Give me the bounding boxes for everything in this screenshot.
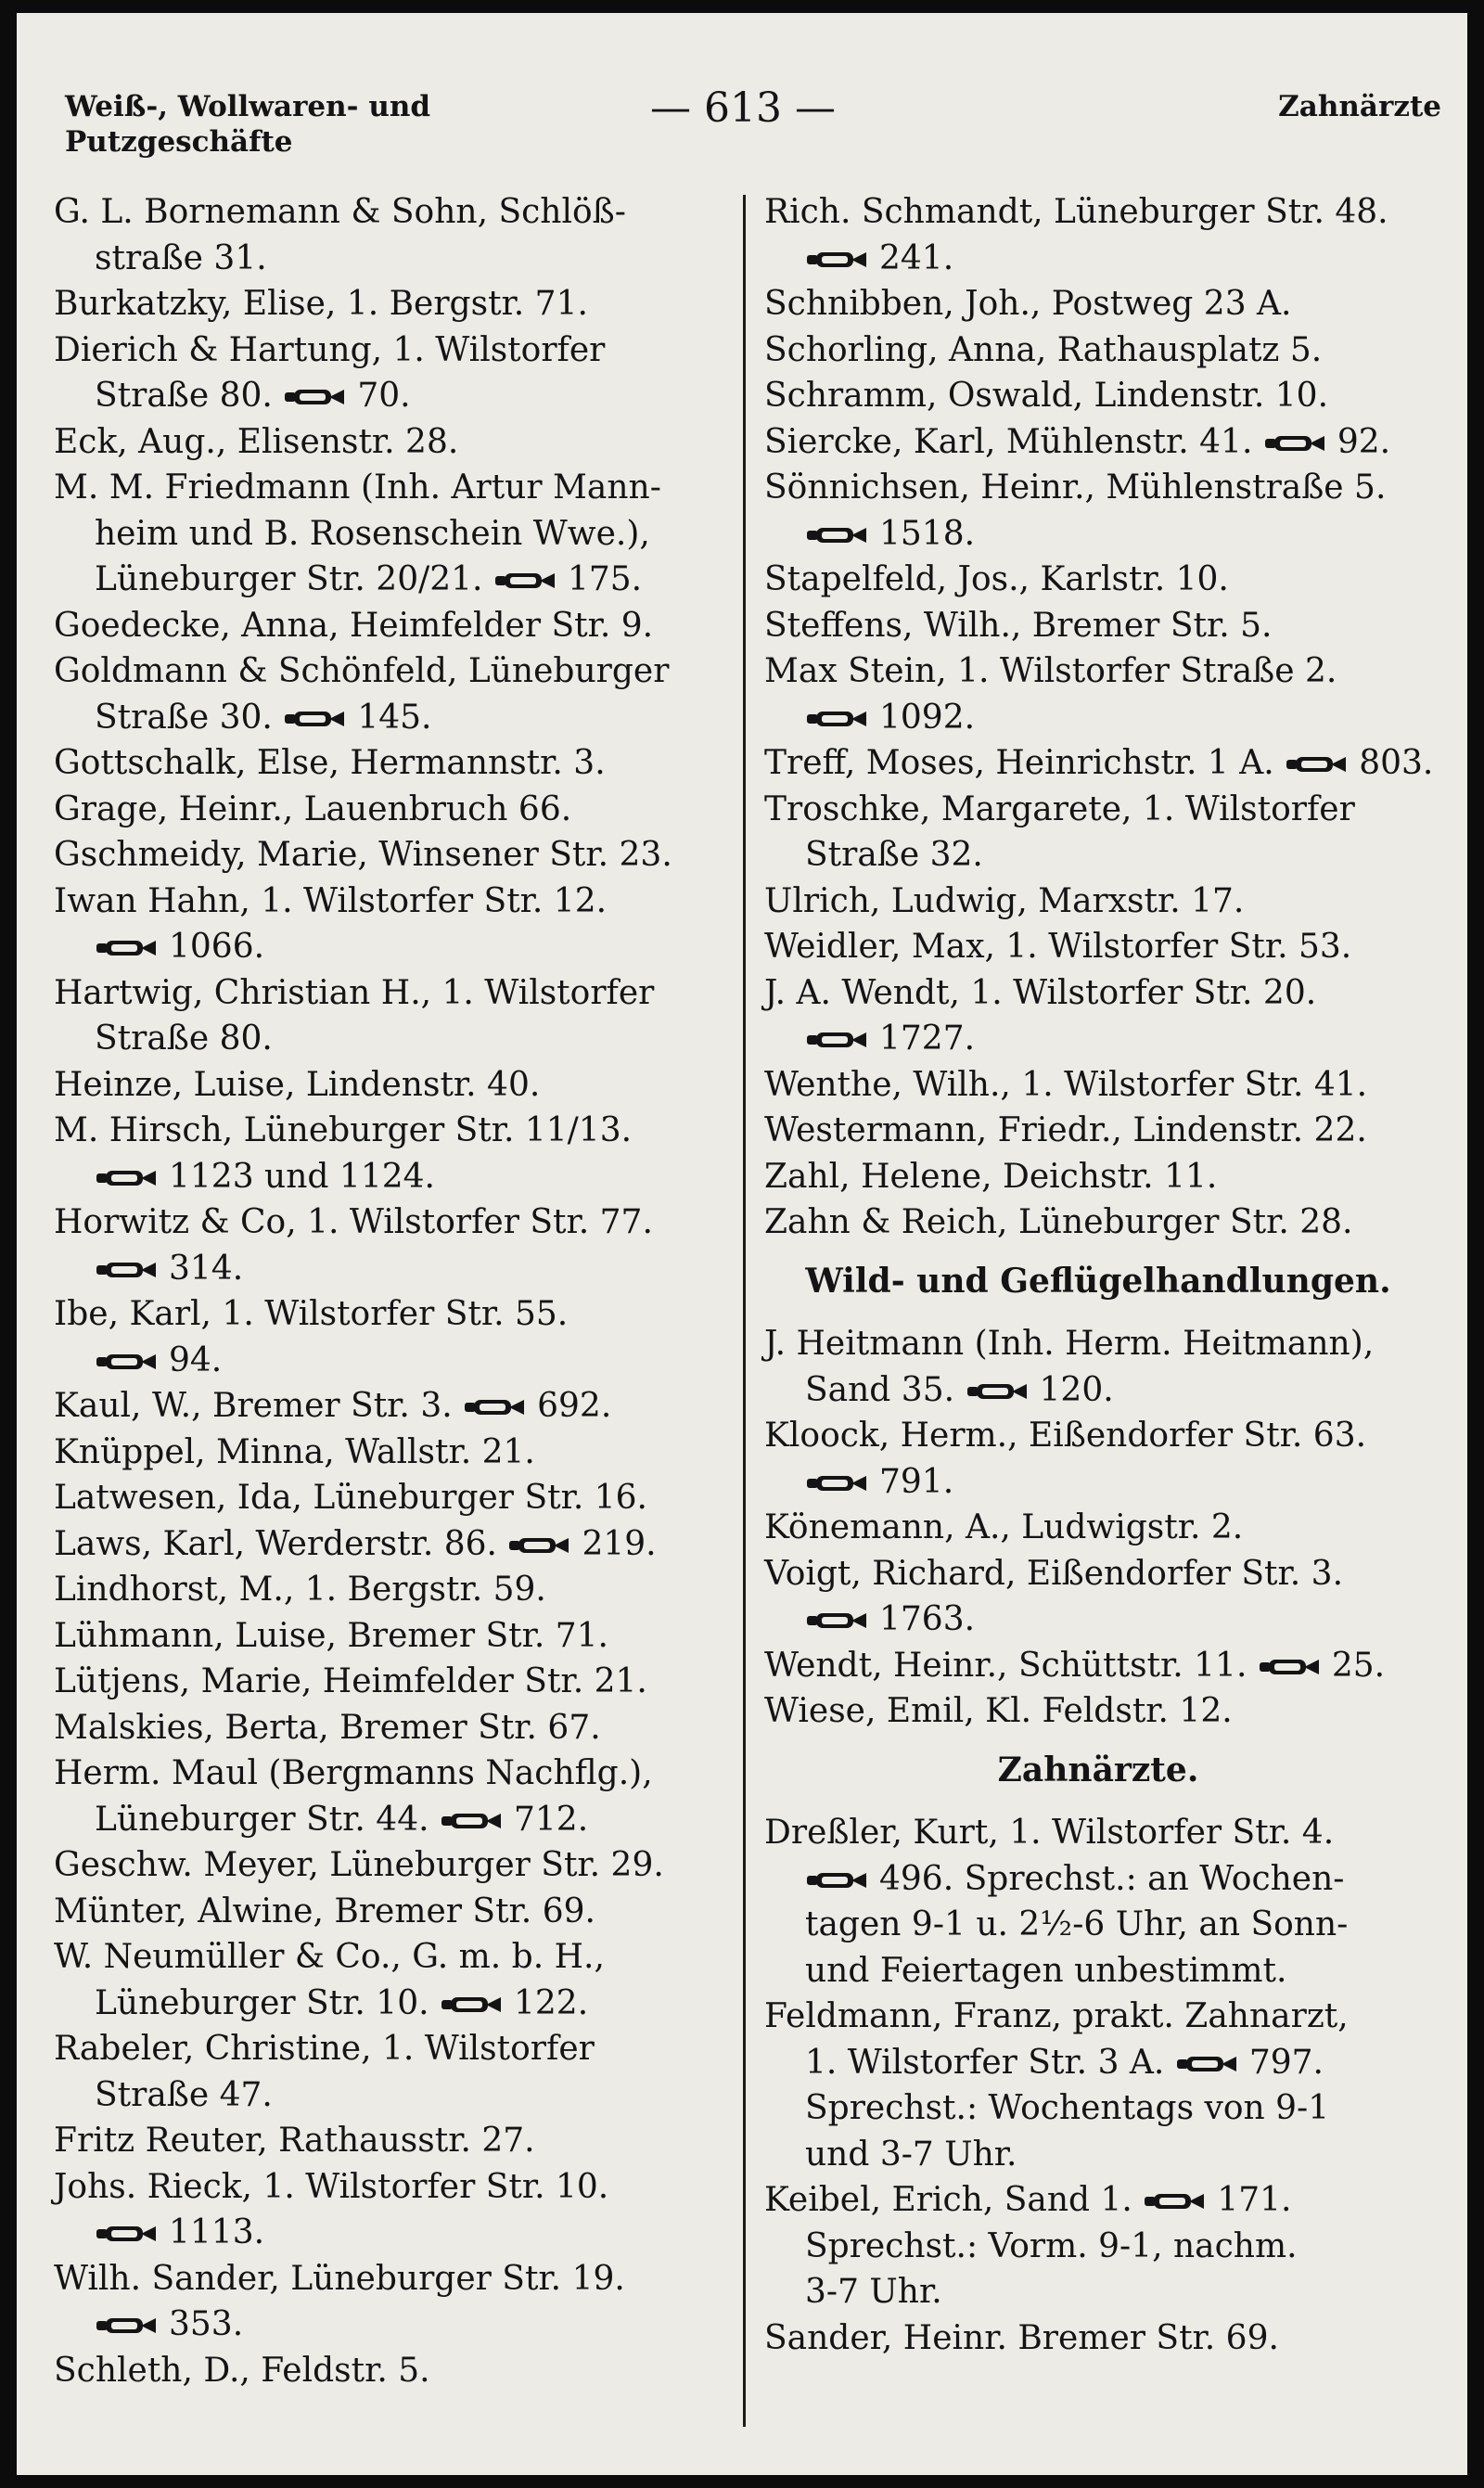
entry-line: [54, 2072, 729, 2119]
entry-text: Wenthe, Wilh., 1. Wilstorfer Str. 41.: [764, 1065, 1368, 1104]
entry-line: [54, 1751, 729, 1797]
entry-text: Wiese, Emil, Kl. Feldstr. 12.: [764, 1692, 1233, 1730]
directory-entry: [764, 1108, 1432, 1154]
directory-entry: [764, 648, 1432, 740]
telephone-icon: [805, 513, 868, 537]
wild-entries: [764, 1321, 1432, 1735]
entry-line: [54, 1154, 729, 1200]
entry-text: Sprechst.: an Wochen-: [964, 1859, 1345, 1898]
header-left-title: Weiß-, Wollwaren- und Putzgeschäfte: [65, 90, 431, 159]
entry-line: [764, 1505, 1432, 1551]
entry-line: [764, 1948, 1432, 1994]
entry-text: Troschke, Margarete, 1. Wilstorfer: [764, 789, 1355, 828]
directory-entry: [764, 878, 1432, 925]
entry-line: [54, 557, 729, 603]
entry-text: 1. Wilstorfer Str. 3 A.: [805, 2043, 1165, 2082]
entry-text: Knüppel, Minna, Wallstr. 21.: [54, 1432, 535, 1471]
directory-entry: [54, 2348, 729, 2394]
phone-number: 241.: [879, 238, 954, 277]
directory-entry: [54, 1751, 729, 1842]
directory-entry: [764, 1551, 1432, 1643]
entry-text: Voigt, Richard, Eißendorfer Str. 3.: [764, 1554, 1344, 1593]
right-entries: [764, 189, 1432, 1246]
entry-text: Max Stein, 1. Wilstorfer Straße 2.: [764, 652, 1337, 690]
entry-line: [764, 1367, 1432, 1414]
directory-entry: [764, 327, 1432, 374]
entry-text: Könemann, A., Ludwigstr. 2.: [764, 1508, 1244, 1546]
entry-line: [764, 648, 1432, 695]
phone-number: 25.: [1331, 1646, 1386, 1685]
page-number: — 613 —: [650, 84, 836, 132]
entry-line: [54, 2256, 729, 2302]
entry-line: [764, 1459, 1432, 1506]
entry-line: [764, 787, 1432, 833]
telephone-icon: [1143, 2179, 1206, 2203]
directory-entry: [54, 2256, 729, 2348]
entry-text: und 3-7 Uhr.: [805, 2135, 1017, 2174]
entry-text: Straße 30.: [95, 698, 273, 737]
directory-entry: [764, 465, 1432, 557]
telephone-icon: [95, 1156, 158, 1180]
entry-line: [764, 1688, 1432, 1735]
telephone-icon: [283, 375, 346, 399]
phone-number: 1763.: [879, 1600, 976, 1638]
entry-line: [54, 1475, 729, 1521]
entry-line: [54, 1889, 729, 1935]
directory-entry: [54, 1475, 729, 1521]
directory-entry: [54, 1108, 729, 1199]
entry-line: [54, 1291, 729, 1338]
entry-text: Kaul, W., Bremer Str. 3.: [54, 1387, 453, 1425]
directory-entry: [764, 373, 1432, 419]
entry-line: [54, 327, 729, 374]
entry-text: Sprechst.: Vorm. 9-1, nachm.: [805, 2226, 1298, 2265]
telephone-icon: [493, 558, 556, 583]
entry-line: [54, 2026, 729, 2072]
entry-line: [764, 1856, 1432, 1903]
telephone-icon: [805, 1858, 868, 1882]
entry-line: [54, 695, 729, 741]
directory-entry: [764, 970, 1432, 1062]
entry-text: Lüneburger Str. 20/21.: [95, 560, 483, 598]
phone-number: 1092.: [879, 698, 976, 737]
entry-line: [54, 1108, 729, 1154]
entry-text: Horwitz & Co, 1. Wilstorfer Str. 77.: [54, 1203, 653, 1241]
directory-entry: [764, 1643, 1432, 1689]
directory-entry: [54, 1705, 729, 1751]
telephone-icon: [805, 1598, 868, 1622]
entry-text: Westermann, Friedr., Lindenstr. 22.: [764, 1111, 1367, 1149]
telephone-icon: [805, 697, 868, 721]
entry-text: Laws, Karl, Werderstr. 86.: [54, 1524, 497, 1563]
entry-text: und Feiertagen unbestimmt.: [805, 1951, 1287, 1990]
directory-entry: [764, 1994, 1432, 2177]
entry-line: [764, 373, 1432, 419]
entry-text: Straße 32.: [805, 836, 983, 874]
directory-entry: [764, 1062, 1432, 1109]
directory-entry: [54, 1659, 729, 1705]
entry-text: Weidler, Max, 1. Wilstorfer Str. 53.: [764, 928, 1352, 966]
entry-line: [764, 878, 1432, 925]
entry-text: Schnibben, Joh., Postweg 23 A.: [764, 285, 1292, 323]
entry-text: Kloock, Herm., Eißendorfer Str. 63.: [764, 1417, 1367, 1455]
telephone-icon: [283, 697, 346, 721]
entry-line: [764, 1154, 1432, 1200]
telephone-icon: [1285, 742, 1348, 766]
phone-number: 314.: [169, 1249, 244, 1288]
entry-text: M. M. Friedmann (Inh. Artur Mann-: [54, 468, 661, 507]
entry-text: Lühmann, Luise, Bremer Str. 71.: [54, 1616, 608, 1655]
entry-line: [54, 1934, 729, 1981]
directory-entry: [54, 2118, 729, 2164]
phone-number: 94.: [169, 1340, 223, 1379]
phone-number: 1727.: [879, 1020, 976, 1058]
entry-line: [764, 603, 1432, 649]
directory-entry: [54, 832, 729, 878]
directory-entry: [54, 1430, 729, 1476]
entry-line: [54, 1659, 729, 1705]
entry-line: [54, 924, 729, 970]
directory-entry: [54, 603, 729, 649]
entry-line: [764, 1321, 1432, 1367]
directory-entry: [54, 878, 729, 970]
section-title-zahnaerzte: Zahnärzte.: [997, 1750, 1199, 1789]
telephone-icon: [1263, 421, 1326, 445]
entry-text: Sand 35.: [805, 1370, 955, 1409]
entry-line: [764, 2269, 1432, 2315]
entry-line: [764, 1016, 1432, 1062]
telephone-icon: [966, 1369, 1029, 1393]
entry-text: Goedecke, Anna, Heimfelder Str. 9.: [54, 606, 654, 645]
entry-text: Lüneburger Str. 10.: [95, 1983, 429, 2022]
directory-entry: [54, 419, 729, 466]
entry-text: heim und B. Rosenschein Wwe.),: [95, 514, 650, 553]
entry-text: Dierich & Hartung, 1. Wilstorfer: [54, 330, 606, 369]
entry-line: [54, 1016, 729, 1062]
entry-text: Iwan Hahn, 1. Wilstorfer Str. 12.: [54, 881, 608, 920]
directory-entry: [54, 1291, 729, 1383]
entry-text: G. L. Bornemann & Sohn, Schlöß-: [54, 193, 626, 231]
telephone-icon: [805, 1018, 868, 1042]
directory-page: [17, 13, 1467, 2475]
phone-number: 1123 und 1124.: [169, 1157, 435, 1196]
entry-text: Hartwig, Christian H., 1. Wilstorfer: [54, 973, 655, 1012]
directory-entry: [54, 787, 729, 833]
entry-text: Straße 80.: [95, 1020, 273, 1058]
page-header: [45, 84, 1441, 191]
entry-line: [764, 1994, 1432, 2040]
entry-line: [54, 236, 729, 282]
entry-text: Schramm, Oswald, Lindenstr. 10.: [764, 377, 1329, 415]
directory-entry: [764, 1413, 1432, 1505]
entry-text: Gottschalk, Else, Hermannstr. 3.: [54, 744, 606, 782]
directory-entry: [764, 419, 1432, 466]
directory-entry: [764, 281, 1432, 327]
entry-line: [764, 1199, 1432, 1246]
directory-entry: [54, 465, 729, 603]
entry-text: W. Neumüller & Co., G. m. b. H.,: [54, 1938, 605, 1976]
entry-text: Siercke, Karl, Mühlenstr. 41.: [764, 422, 1253, 461]
entry-line: [54, 2118, 729, 2164]
entry-text: Sprechst.: Wochentags von 9-1: [805, 2089, 1330, 2127]
directory-entry: [54, 281, 729, 327]
entry-text: Sönnichsen, Heinr., Mühlenstraße 5.: [764, 468, 1387, 507]
entry-line: [764, 327, 1432, 374]
entry-text: M. Hirsch, Lüneburger Str. 11/13.: [54, 1111, 633, 1149]
telephone-icon: [95, 1248, 158, 1272]
entry-line: [764, 832, 1432, 878]
entry-text: Straße 80.: [95, 377, 273, 415]
directory-entry: [764, 189, 1432, 281]
directory-entry: [54, 2026, 729, 2118]
entry-line: [54, 2302, 729, 2348]
phone-number: 219.: [582, 1524, 657, 1563]
directory-entry: [54, 740, 729, 787]
directory-entry: [764, 1199, 1432, 1246]
entry-line: [54, 1430, 729, 1476]
phone-number: 70.: [357, 377, 411, 415]
entry-line: [764, 1597, 1432, 1643]
entry-line: [764, 695, 1432, 741]
directory-entry: [764, 603, 1432, 649]
entry-text: Straße 47.: [95, 2075, 273, 2114]
phone-number: 92.: [1337, 422, 1391, 461]
entry-line: [54, 281, 729, 327]
directory-entry: [54, 2164, 729, 2256]
entry-text: Wendt, Heinr., Schüttstr. 11.: [764, 1646, 1247, 1685]
entry-line: [764, 2224, 1432, 2270]
telephone-icon: [507, 1523, 570, 1547]
directory-entry: [54, 1889, 729, 1935]
entry-text: Wilh. Sander, Lüneburger Str. 19.: [54, 2259, 625, 2298]
entry-text: Malskies, Berta, Bremer Str. 67.: [54, 1708, 601, 1747]
entry-line: [54, 2164, 729, 2211]
entry-text: Goldmann & Schönfeld, Lüneburger: [54, 652, 670, 690]
entry-text: Johs. Rieck, 1. Wilstorfer Str. 10.: [54, 2167, 609, 2206]
entry-line: [54, 373, 729, 419]
directory-entry: [54, 1383, 729, 1430]
entry-text: Rich. Schmandt, Lüneburger Str. 48.: [764, 193, 1388, 231]
entry-line: [764, 2040, 1432, 2086]
entry-text: J. Heitmann (Inh. Herm. Heitmann),: [764, 1325, 1375, 1363]
phone-number: 1518.: [879, 514, 976, 553]
directory-entry: [764, 2315, 1432, 2362]
entry-text: Zahn & Reich, Lüneburger Str. 28.: [764, 1203, 1353, 1241]
phone-number: 145.: [357, 698, 432, 737]
entry-text: Keibel, Erich, Sand 1.: [764, 2181, 1132, 2219]
entry-text: Schleth, D., Feldstr. 5.: [54, 2351, 430, 2390]
entry-text: Sander, Heinr. Bremer Str. 69.: [764, 2318, 1279, 2357]
entry-line: [764, 1551, 1432, 1597]
entry-line: [54, 1246, 729, 1292]
directory-entry: [54, 1842, 729, 1889]
entry-text: tagen 9-1 u. 2½-6 Uhr, an Sonn-: [805, 1905, 1349, 1943]
entry-text: Herm. Maul (Bergmanns Nachflg.),: [54, 1754, 653, 1792]
phone-number: 496.: [879, 1859, 954, 1898]
entry-text: Latwesen, Ida, Lüneburger Str. 16.: [54, 1479, 647, 1517]
telephone-icon: [440, 1982, 503, 2007]
entry-line: [54, 1613, 729, 1660]
entry-line: [54, 1842, 729, 1889]
phone-number: 712.: [514, 1800, 589, 1839]
directory-entry: [54, 1567, 729, 1613]
directory-entry: [764, 787, 1432, 878]
entry-line: [54, 1981, 729, 2027]
entry-line: [764, 1108, 1432, 1154]
entry-text: Zahl, Helene, Deichstr. 11.: [764, 1157, 1218, 1196]
phone-number: 122.: [514, 1983, 589, 2022]
entry-text: Ibe, Karl, 1. Wilstorfer Str. 55.: [54, 1295, 569, 1333]
entry-line: [54, 1062, 729, 1109]
phone-number: 120.: [1039, 1370, 1114, 1409]
telephone-icon: [805, 1461, 868, 1485]
entry-line: [764, 1643, 1432, 1689]
entry-text: Gschmeidy, Marie, Winsener Str. 23.: [54, 836, 672, 874]
entry-line: [54, 1199, 729, 1246]
entry-text: 3-7 Uhr.: [805, 2273, 942, 2311]
entry-line: [54, 1383, 729, 1430]
entry-line: [764, 1413, 1432, 1459]
entry-text: J. A. Wendt, 1. Wilstorfer Str. 20.: [764, 973, 1317, 1012]
directory-entry: [764, 740, 1432, 787]
phone-number: 1066.: [169, 928, 265, 966]
directory-entry: [54, 1934, 729, 2026]
directory-entry: [54, 1062, 729, 1109]
entry-text: Eck, Aug., Elisenstr. 28.: [54, 422, 459, 461]
directory-entry: [764, 1810, 1432, 1994]
entry-text: Feldmann, Franz, prakt. Zahnarzt,: [764, 1997, 1349, 2035]
telephone-icon: [805, 237, 868, 262]
directory-entry: [54, 189, 729, 281]
entry-text: Grage, Heinr., Lauenbruch 66.: [54, 789, 572, 828]
entry-line: [54, 189, 729, 236]
telephone-icon: [95, 1340, 158, 1364]
phone-number: 791.: [879, 1462, 954, 1501]
entry-line: [54, 1521, 729, 1568]
entry-line: [764, 1902, 1432, 1948]
entry-line: [54, 1705, 729, 1751]
directory-entry: [54, 1613, 729, 1660]
entry-line: [764, 2177, 1432, 2224]
entry-text: Treff, Moses, Heinrichstr. 1 A.: [764, 744, 1274, 782]
entry-line: [54, 1797, 729, 1843]
entry-line: [54, 832, 729, 878]
directory-entry: [764, 924, 1432, 970]
phone-number: 803.: [1359, 744, 1434, 782]
entry-line: [764, 2132, 1432, 2178]
directory-entry: [764, 1505, 1432, 1551]
entry-line: [54, 970, 729, 1017]
entry-line: [764, 1810, 1432, 1856]
entry-text: Burkatzky, Elise, 1. Bergstr. 71.: [54, 285, 588, 323]
entry-line: [764, 2315, 1432, 2362]
entry-line: [764, 2085, 1432, 2132]
entry-line: [54, 511, 729, 558]
entry-text: Stapelfeld, Jos., Karlstr. 10.: [764, 560, 1229, 598]
directory-entry: [764, 1154, 1432, 1200]
entry-text: Münter, Alwine, Bremer Str. 69.: [54, 1892, 595, 1930]
entry-line: [54, 419, 729, 466]
telephone-icon: [95, 2212, 158, 2236]
directory-entry: [54, 648, 729, 740]
entry-line: [764, 1062, 1432, 1109]
entry-line: [764, 511, 1432, 558]
entry-line: [54, 1567, 729, 1613]
entry-line: [54, 603, 729, 649]
entry-line: [764, 189, 1432, 236]
header-right-title: Zahnärzte: [1278, 90, 1441, 123]
entry-line: [54, 878, 729, 925]
entry-line: [764, 465, 1432, 511]
entry-text: straße 31.: [95, 238, 267, 277]
directory-entry: [54, 1199, 729, 1291]
entry-text: Fritz Reuter, Rathausstr. 27.: [54, 2122, 535, 2160]
phone-number: 1113.: [169, 2213, 265, 2251]
entry-line: [54, 2210, 729, 2256]
section-title-wild: Wild- und Geflügelhandlungen.: [805, 1261, 1391, 1301]
entry-text: Schorling, Anna, Rathausplatz 5.: [764, 330, 1323, 369]
entry-line: [54, 740, 729, 787]
entry-line: [54, 465, 729, 511]
telephone-icon: [95, 2303, 158, 2328]
telephone-icon: [1258, 1645, 1321, 1669]
directory-entry: [54, 1521, 729, 1568]
left-column: [54, 189, 729, 2438]
directory-entry: [54, 970, 729, 1062]
zahn-entries: [764, 1810, 1432, 2361]
directory-entry: [764, 2177, 1432, 2315]
directory-entry: [764, 557, 1432, 603]
entry-text: Ulrich, Ludwig, Marxstr. 17.: [764, 881, 1245, 920]
entry-text: Lütjens, Marie, Heimfelder Str. 21.: [54, 1662, 647, 1700]
directory-entry: [54, 327, 729, 419]
phone-number: 797.: [1248, 2043, 1324, 2082]
directory-entry: [764, 1688, 1432, 1735]
telephone-icon: [463, 1385, 526, 1409]
entry-line: [764, 419, 1432, 466]
entry-text: Rabeler, Christine, 1. Wilstorfer: [54, 2030, 595, 2068]
phone-number: 171.: [1217, 2181, 1292, 2219]
entry-text: Geschw. Meyer, Lüneburger Str. 29.: [54, 1846, 664, 1884]
entry-line: [764, 236, 1432, 282]
entry-line: [764, 924, 1432, 970]
telephone-icon: [1175, 2042, 1238, 2066]
entry-text: Heinze, Luise, Lindenstr. 40.: [54, 1065, 541, 1104]
entry-text: Steffens, Wilh., Bremer Str. 5.: [764, 606, 1273, 645]
entry-text: Dreßler, Kurt, 1. Wilstorfer Str. 4.: [764, 1814, 1335, 1852]
phone-number: 692.: [537, 1387, 612, 1425]
directory-entry: [764, 1321, 1432, 1413]
entry-line: [54, 2348, 729, 2394]
entry-line: [764, 281, 1432, 327]
entry-line: [54, 648, 729, 695]
column-divider: [743, 195, 746, 2427]
phone-number: 175.: [567, 560, 643, 598]
telephone-icon: [440, 1799, 503, 1823]
entry-line: [764, 557, 1432, 603]
entry-line: [54, 787, 729, 833]
entry-text: Lüneburger Str. 44.: [95, 1800, 429, 1839]
entry-line: [54, 1338, 729, 1384]
phone-number: 353.: [169, 2305, 244, 2343]
entry-text: Lindhorst, M., 1. Bergstr. 59.: [54, 1571, 546, 1609]
telephone-icon: [95, 926, 158, 950]
entry-line: [764, 970, 1432, 1017]
right-column: [764, 189, 1432, 2438]
entry-line: [764, 740, 1432, 787]
